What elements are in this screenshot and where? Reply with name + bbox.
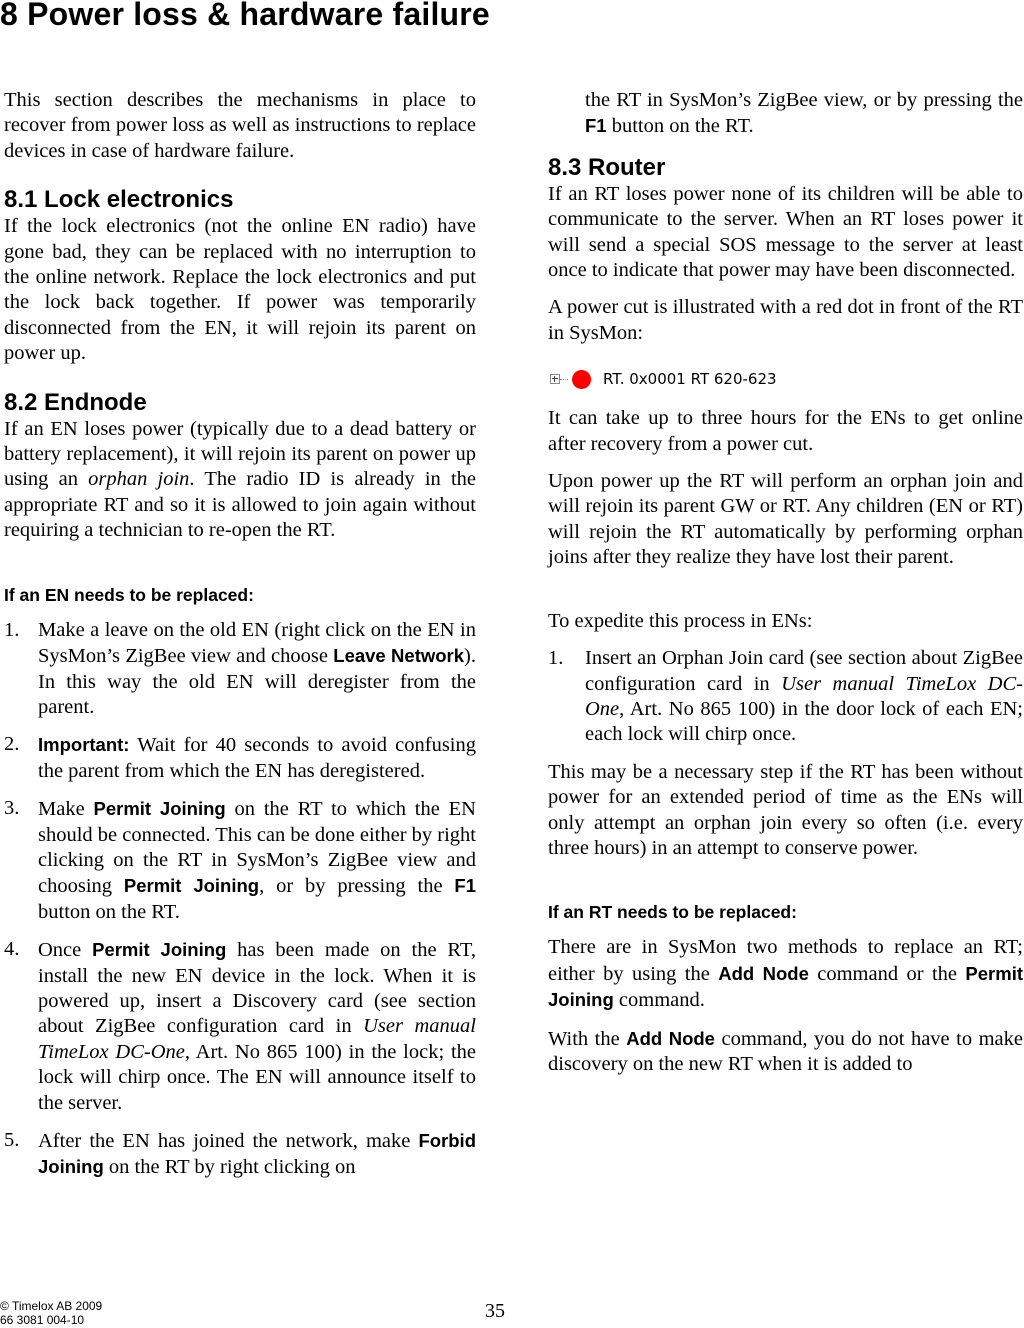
tree-connector <box>560 379 568 380</box>
page-title: 8 Power loss & hardware failure <box>0 0 490 32</box>
right-column <box>548 88 1023 1089</box>
list-item: 1. Insert an Orphan Join card (see section about ZigBee configuration card in User manual TimeLox DC-One, Art. No 865 100) in the door lock of each EN; each lock will chirp once. <box>548 647 1023 746</box>
list-item: 3. Make Permit Joining on the RT to which the EN should be connected. This can be done either by right clicking on the RT in SysMon’s ZigBee view and choosing Permit Joining, or by pressing the F1 button on the RT. <box>4 797 476 923</box>
section-8-3-heading: 8.3 Router <box>548 153 666 181</box>
section-8-1-text: If the lock electronics (not the online EN radio) have gone bad, they can be replaced with no interruption to the online network. Replace the lock electronics and put the lock back together. If power was temporarily disconnected from the EN, it will rejoin its parent on power up. <box>4 215 476 365</box>
section-8-1-heading: 8.1 Lock electronics <box>4 186 234 214</box>
page-number: 35 <box>485 1300 505 1322</box>
intro-paragraph: This section describes the mechanisms in place to recover from power loss as well as instructions to replace devices in case of hardware failure. <box>4 89 476 162</box>
list-item: 1. Make a leave on the old EN (right click on the EN in SysMon’s ZigBee view and choose Leave Network). In this way the old EN will deregister from the parent. <box>4 618 476 718</box>
add-node-paragraph: With the Add Node command, you do not have to make discovery on the new RT when it is added to <box>548 1027 1023 1075</box>
three-hours-paragraph: It can take up to three hours for the ENs to get online after recovery from a power cut. <box>548 407 1023 455</box>
list-item: 2. Important: Wait for 40 seconds to avoid confusing the parent from which the EN has deregistered. <box>4 733 476 782</box>
left-column <box>4 88 476 1193</box>
expedite-paragraph: To expedite this process in ENs: <box>548 609 813 632</box>
red-dot-icon <box>572 370 591 389</box>
orphan-join-paragraph: Upon power up the RT will perform an orphan join and will rejoin its parent GW or RT. Any children (EN or RT) will rejoin the RT automatically by performing orphan joins after they realize they have lost their parent. <box>548 470 1023 569</box>
necessary-step-paragraph: This may be a necessary step if the RT has been without power for an extended period of time as the ENs will only attempt an orphan join every so often (i.e. every three hours) in an attempt to conserve power. <box>548 760 1023 859</box>
red-dot-paragraph: A power cut is illustrated with a red dot in front of the RT in SysMon: <box>548 296 1023 344</box>
footer-info <box>0 1299 102 1327</box>
section-8-3-text: If an RT loses power none of its children will be able to communicate to the server. When an RT loses power it will send a special SOS message to the server at least once to indicate that power may have been disconnected. <box>548 182 1023 282</box>
section-8-2-heading: 8.2 Endnode <box>4 388 147 416</box>
list-item: 5. After the EN has joined the network, make Forbid Joining on the RT by right clicking on <box>4 1129 476 1179</box>
footer-copyright: © Timelox AB 2009 <box>0 1299 103 1313</box>
footer-doc-number: 66 3081 004-10 <box>0 1313 85 1327</box>
en-replace-heading: If an EN needs to be replaced: <box>4 584 254 605</box>
rt-replace-heading: If an RT needs to be replaced: <box>548 902 797 923</box>
list-item-continuation: the RT in SysMon’s ZigBee view, or by pressing the F1 button on the RT. <box>585 89 1023 138</box>
section-8-2-text: If an EN loses power (typically due to a dead battery or battery replacement), it will rejoin its parent on power up using an orphan join. The radio ID is already in the appropriate RT and so it is allowed to join again without requiring a technician to re-open the RT. <box>4 417 476 542</box>
expand-plus-icon <box>550 374 560 384</box>
sysmon-tree-row <box>550 368 1023 390</box>
list-item: 4. Once Permit Joining has been made on the RT, install the new EN device in the lock. When it is powered up, insert a Discovery card (see section about ZigBee configuration card in User manual TimeLox DC-One, Art. No 865 100) in the lock; the lock will chirp once. The EN will announce itself to the server. <box>4 938 477 1114</box>
sysmon-rt-label: RT. 0x0001 RT 620-623 <box>603 369 777 388</box>
replace-methods-paragraph: There are in SysMon two methods to replace an RT; either by using the Add Node command or the Permit Joining command. <box>548 936 1023 1012</box>
